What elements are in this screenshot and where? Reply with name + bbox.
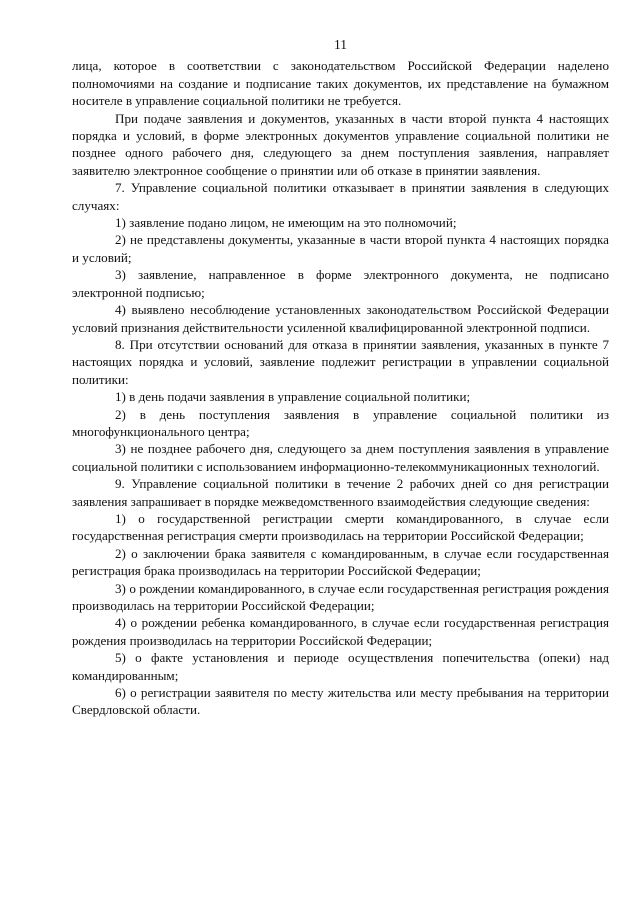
paragraph: 6) о регистрации заявителя по месту жительства или месту пребывания на территории Свердловской области. <box>72 685 609 718</box>
paragraph: 5) о факте установления и периоде осуществления попечительства (опеки) над командированным; <box>72 650 609 683</box>
paragraph: 4) о рождении ребенка командированного, в случае если государственная регистрация рождения производилась на территории Российской Федерации; <box>72 615 609 648</box>
paragraph: 1) о государственной регистрации смерти командированного, в случае если государственная регистрация смерти производилась на территории Российской Федерации; <box>72 510 609 544</box>
paragraph: 2) не представлены документы, указанные в части второй пункта 4 настоящих порядка и условий; <box>72 232 609 265</box>
paragraph: 1) заявление подано лицом, не имеющим на это полномочий; <box>115 215 457 231</box>
paragraph: 3) не позднее рабочего дня, следующего за днем поступления заявления в управление социальной политики с использованием информационно-телекоммуникационных технологий. <box>72 441 609 474</box>
paragraph: При подаче заявления и документов, указанных в части второй пункта 4 настоящих порядка и условий, в форме электронных документов управление социальной политики не позднее одного рабочего дня, следующего за днем поступления заявления, направляет заявителю электронное сообщение о принятии или об отказе в принятии заявления. <box>72 110 609 178</box>
paragraph: 3) о рождении командированного, в случае если государственная регистрация рождения производилась на территории Российской Федерации; <box>72 580 609 613</box>
page-number: 11 <box>334 37 347 52</box>
paragraph: 2) о заключении брака заявителя с командированным, в случае если государственная регистрация брака производилась на территории Российской Федерации; <box>72 545 609 579</box>
paragraph: 8. При отсутствии оснований для отказа в принятии заявления, указанных в пункте 7 настоящих порядка и условий, заявление подлежит регистрации в управлении социальной политики: <box>72 336 609 387</box>
paragraph: 3) заявление, направленное в форме электронного документа, не подписано электронной подписью; <box>72 267 609 300</box>
document-body <box>72 57 609 718</box>
paragraph: 1) в день подачи заявления в управление социальной политики; <box>115 389 471 405</box>
paragraph: 7. Управление социальной политики отказывает в принятии заявления в следующих случаях: <box>72 180 609 213</box>
paragraph: 4) выявлено несоблюдение установленных законодательством Российской Федерации условий признания действительности усиленной квалифицированной электронной подписи. <box>72 302 609 335</box>
paragraph: лица, которое в соответствии с законодательством Российской Федерации наделено полномочиями на создание и подписание таких документов, их представление на бумажном носителе в управление социальной политики не требуется. <box>72 58 609 109</box>
paragraph: 2) в день поступления заявления в управление социальной политики из многофункционального центра; <box>72 406 609 439</box>
document-page <box>72 36 609 719</box>
paragraph: 9. Управление социальной политики в течение 2 рабочих дней со дня регистрации заявления запрашивает в порядке межведомственного взаимодействия следующие сведения: <box>72 476 609 509</box>
